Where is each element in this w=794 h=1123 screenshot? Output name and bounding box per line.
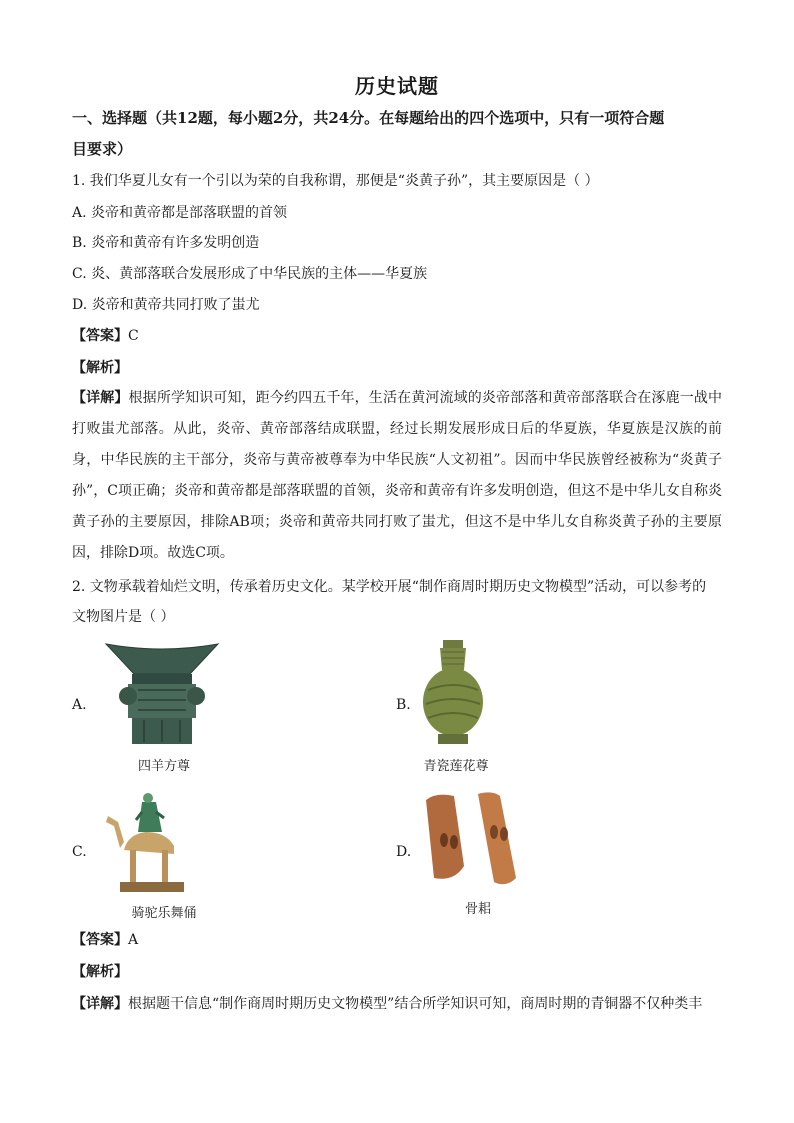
q2-option-a-caption: 四羊方尊 <box>137 759 190 774</box>
q1-option-c: C. 炎、黄部落联合发展形成了中华民族的主体——华夏族 <box>72 266 428 282</box>
camel-figurine-icon <box>104 788 190 894</box>
q2-option-a-letter: A. <box>72 697 87 713</box>
detail-text: 根据题干信息“制作商周时期历史文物模型”结合所学知识可知，商周时期的青铜器不仅种类丰 <box>128 996 703 1012</box>
page-title: 历史试题 <box>355 74 439 98</box>
q1-analysis-tag: 【解析】 <box>72 360 128 376</box>
celadon-vase-icon <box>420 638 486 746</box>
detail-tag: 【详解】 <box>72 996 128 1012</box>
answer-tag: 【答案】 <box>72 932 128 948</box>
bone-spade-icon <box>420 790 524 888</box>
q1-stem: 1. 我们华夏儿女有一个引以为荣的自我称谓，那便是“炎黄子孙”，其主要原因是（ ） <box>72 173 599 189</box>
q1-option-d: D. 炎帝和黄帝共同打败了蚩尤 <box>72 297 260 313</box>
q1-detail <box>72 383 722 569</box>
q2-option-b-letter: B. <box>396 697 411 713</box>
q2-option-d-caption: 骨耜 <box>464 902 491 917</box>
q2-option-c-caption: 骑驼乐舞俑 <box>131 906 197 921</box>
answer-tag: 【答案】 <box>72 328 128 344</box>
q2-detail <box>72 994 732 1014</box>
q2-option-d-letter: D. <box>396 844 412 860</box>
q2-option-c-letter: C. <box>72 844 87 860</box>
answer-value: A <box>128 932 139 948</box>
q2-analysis-tag: 【解析】 <box>72 964 128 980</box>
q1-answer <box>72 326 732 346</box>
section-heading-line2: 目要求） <box>72 140 133 158</box>
q1-option-b: B. 炎帝和黄帝有许多发明创造 <box>72 235 260 251</box>
q2-stem-line2: 文物图片是（ ） <box>72 609 175 625</box>
detail-tag: 【详解】 <box>72 390 129 406</box>
detail-text: 根据所学知识可知，距今约四五千年，生活在黄河流域的炎帝部落和黄帝部落联合在涿鹿一战中打败蚩尤部落。从此，炎帝、黄帝部落结成联盟，经过长期发展形成日后的华夏族，华夏族是汉族的前身，中华民族的主干部分，炎帝与黄帝被尊奉为中华民族“人文初祖”。因而中华民族曾经被称为“炎黄子孙”，C项正确；炎帝和黄帝都是部落联盟的首领，炎帝和黄帝有许多发明创造，但这不是中华儿女自称炎黄子孙的主要原因，排除AB项；炎帝和黄帝共同打败了蚩尤，但这不是中华儿女自称炎黄子孙的主要原因，排除D项。故选C项。 <box>72 390 723 561</box>
answer-value: C <box>128 328 139 344</box>
q1-option-a: A. 炎帝和黄帝都是部落联盟的首领 <box>72 205 288 221</box>
section-heading-line1: 一、选择题（共12题，每小题2分，共24分。在每题给出的四个选项中，只有一项符合题 <box>72 109 665 127</box>
q2-option-b-caption: 青瓷莲花尊 <box>423 759 489 774</box>
q2-stem-line1: 2. 文物承载着灿烂文明，传承着历史文化。某学校开展“制作商周时期历史文物模型”活动，可以参考的 <box>72 579 707 595</box>
q2-answer <box>72 930 732 950</box>
bronze-zun-icon <box>104 640 220 746</box>
